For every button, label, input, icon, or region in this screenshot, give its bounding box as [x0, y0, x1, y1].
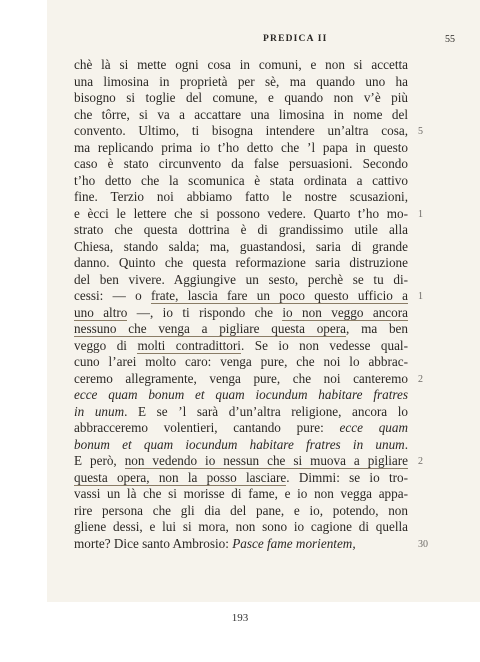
text-line: [74, 305, 408, 322]
text-segment: . E se ’l sarà d’un’altra religione, ancora lo: [124, 403, 409, 419]
text-line: [74, 470, 408, 487]
text-line: [74, 503, 408, 520]
text-line: [74, 206, 408, 223]
text-segment: bisogno si toglie del comune, e quando non v’è più: [74, 90, 408, 105]
text-segment: fine. Terzio noi abbiamo fatto le nostre scusazioni,: [74, 189, 408, 204]
margin-line-number: 5: [418, 126, 423, 137]
text-segment: ma replicando prima io t’ho detto che ’l papa in questo: [74, 139, 408, 155]
text-segment: E però,: [74, 453, 125, 468]
running-title: PREDICA II: [263, 34, 328, 44]
text-line: [74, 288, 408, 305]
text-segment: . Se io non vedesse qual-: [240, 337, 408, 353]
text-segment: caso è stato circunvento da false persuasioni. Secondo: [74, 156, 408, 171]
underlined-text: questa opera, non la posso lasciare: [74, 469, 287, 485]
text-segment: , ma ben: [346, 321, 409, 336]
text-segment: ceremo allegramente, venga pure, che noi canteremo: [74, 370, 408, 386]
margin-line-number: 30: [418, 538, 428, 550]
text-segment: Chiesa, stando salda; ma, guastandosi, saria di grande: [74, 238, 408, 254]
text-segment: morte? Dice santo Ambrosio:: [74, 535, 233, 551]
text-line: [74, 123, 408, 140]
italic-text: ecce quam: [339, 420, 409, 435]
margin-line-number: 1: [418, 291, 423, 302]
text-segment: convento. Ultimo, ti bisogna intendere un’altra cosa,: [74, 123, 408, 138]
text-line: [74, 173, 408, 190]
text-segment: cuno l’arei molto caro: venga pure, che noi lo abbrac-: [74, 354, 408, 369]
text-segment: t’ho detto che la scomunica è stata ordinata a cattivo: [74, 172, 408, 188]
text-line: [74, 437, 408, 454]
text-line: [74, 156, 408, 173]
text-line: [74, 140, 408, 157]
body-text: [74, 57, 408, 552]
text-line: [74, 272, 408, 289]
text-segment: gliene dessi, e lui si mora, non sono io cagione di quella: [74, 519, 408, 534]
book-page-number: 55: [445, 34, 455, 45]
text-segment: abbracceremo volentieri, cantando pure:: [74, 420, 340, 435]
text-line: [74, 107, 408, 124]
text-line: [74, 519, 408, 536]
text-line: [74, 239, 408, 256]
text-segment: .: [404, 436, 408, 452]
text-segment: rire persona che gli dia del pane, e io, potendo, non: [74, 502, 408, 518]
text-line: [74, 371, 408, 388]
text-line: [74, 222, 408, 239]
text-segment: . Dimmi: se io tro-: [286, 469, 408, 485]
text-line: [74, 387, 408, 404]
italic-text: in unum: [74, 403, 125, 419]
text-line: [74, 321, 408, 338]
underlined-text: molti contradittori: [137, 337, 241, 353]
underlined-text: nessuno che venga a pigliare questa opera: [74, 321, 347, 336]
text-segment: una limosina in proprietà per sè, ma quando uno ha: [74, 73, 408, 89]
text-segment: veggo di: [74, 337, 138, 353]
text-line: [74, 189, 408, 206]
text-segment: del ben vivere. Aggiungive un sesto, perchè se tu di-: [74, 271, 408, 287]
text-line: [74, 354, 408, 371]
text-line: [74, 404, 408, 421]
text-line: [74, 255, 408, 272]
underlined-text: non vedendo io nessun che si muova a pigliare: [124, 453, 408, 468]
text-segment: strato che questa dottrina è di grandissimo utile alla: [74, 222, 408, 237]
text-line: [74, 57, 408, 74]
margin-line-number: 1: [418, 208, 423, 220]
italic-text: Pasce fame morientem,: [232, 535, 356, 551]
underlined-text: uno altro: [74, 304, 128, 320]
running-header: [95, 34, 480, 48]
text-segment: cessi: — o: [74, 288, 151, 303]
italic-text: ecce quam bonum et quam iocundum habitare fratres: [74, 387, 408, 402]
text-line: [74, 74, 408, 91]
text-segment: danno. Quinto che questa reformazione saria distruzione: [74, 255, 408, 270]
text-segment: e ècci le lettere che si possono vedere. Quarto t’ho mo-: [74, 205, 408, 221]
text-segment: —, io ti rispondo che: [127, 304, 283, 320]
margin-line-number: 2: [418, 373, 423, 385]
underlined-text: io non veggo ancora: [282, 304, 408, 320]
text-line: [74, 420, 408, 437]
text-line: [74, 338, 408, 355]
underlined-text: frate, lascia fare un poco questo ufficio a: [150, 288, 408, 303]
italic-text: bonum et quam iocundum habitare fratres in unum: [74, 436, 405, 452]
text-line: [74, 453, 408, 470]
text-line: [74, 536, 408, 553]
scan-page-number: 193: [231, 612, 249, 624]
text-line: [74, 90, 408, 107]
text-segment: chè là si mette ogni cosa in comuni, e non si accetta: [74, 57, 408, 72]
text-segment: che tôrre, si va a accattare una limosina in nome del: [74, 106, 408, 122]
text-segment: vassi un là che si morisse di fame, e io non vegga appa-: [74, 486, 408, 501]
text-line: [74, 486, 408, 503]
margin-line-number: 2: [418, 456, 423, 467]
